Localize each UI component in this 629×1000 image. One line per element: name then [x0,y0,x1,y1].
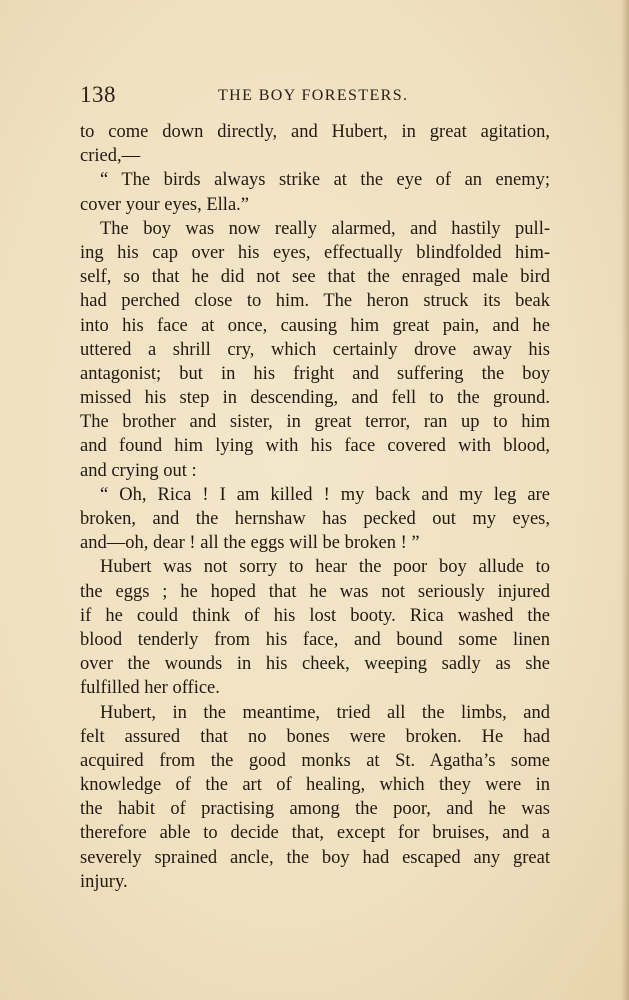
running-head: THE BOY FORESTERS. [218,87,409,104]
paragraph [80,217,550,483]
text-line: uttered a shrill cry, which certainly drove away his [80,339,550,360]
page-number: 138 [80,82,116,107]
text-line: The boy was now really alarmed, and hastily pull- [100,218,550,239]
text-line: antagonist; but in his fright and suffering the boy [80,363,550,384]
page-header [80,82,550,110]
text-line: “ Oh, Rica ! I am killed ! my back and my leg are [100,484,550,505]
page-edge-shadow [621,0,629,1000]
paragraph [80,555,550,700]
text-line: cover your eyes, Ella.” [80,194,249,215]
text-line: over the wounds in his cheek, weeping sadly as she [80,654,550,675]
text-line: the habit of practising among the poor, and he was [80,799,550,820]
text-line: if he could think of his lost booty. Rica washed the [80,605,550,626]
text-line: severely sprained ancle, the boy had escaped any great [80,847,550,868]
paragraph [80,701,550,895]
paragraph [80,483,550,556]
text-line: into his face at once, causing him great pain, and he [80,315,550,336]
text-line: The brother and sister, in great terror, ran up to him [80,412,550,433]
text-line: ing his cap over his eyes, effectually blindfolded him- [80,242,550,263]
text-line: injury. [80,871,128,892]
text-line: “ The birds always strike at the eye of an enemy; [100,170,550,191]
text-line: therefore able to decide that, except for bruises, and a [80,823,550,844]
paragraph [80,168,550,216]
text-line: fulfilled her office. [80,678,220,699]
text-line: felt assured that no bones were broken. He had [80,726,550,747]
text-line: broken, and the hernshaw has pecked out my eyes, [80,509,550,529]
text-line: cried,— [80,146,141,167]
paragraph [80,120,550,168]
body-text [80,120,550,894]
text-line: the eggs ; he hoped that he was not seriously injured [80,581,550,602]
text-line: and found him lying with his face covered with blood, [80,436,550,457]
text-line: self, so that he did not see that the enraged male bird [80,267,550,288]
text-line: knowledge of the art of healing, which they were in [80,775,550,796]
text-line: had perched close to him. The heron struck its beak [80,291,550,312]
text-line: to come down directly, and Hubert, in great agitation, [80,122,550,142]
text-line: and crying out : [80,460,197,481]
text-line: blood tenderly from his face, and bound some linen [80,629,550,650]
text-line: acquired from the good monks at St. Agatha’s some [80,750,550,771]
text-line: missed his step in descending, and fell to the ground. [80,388,550,409]
text-line: and—oh, dear ! all the eggs will be broken ! ” [80,533,420,554]
text-line: Hubert, in the meantime, tried all the limbs, and [100,702,550,723]
text-line: Hubert was not sorry to hear the poor boy allude to [100,557,550,578]
